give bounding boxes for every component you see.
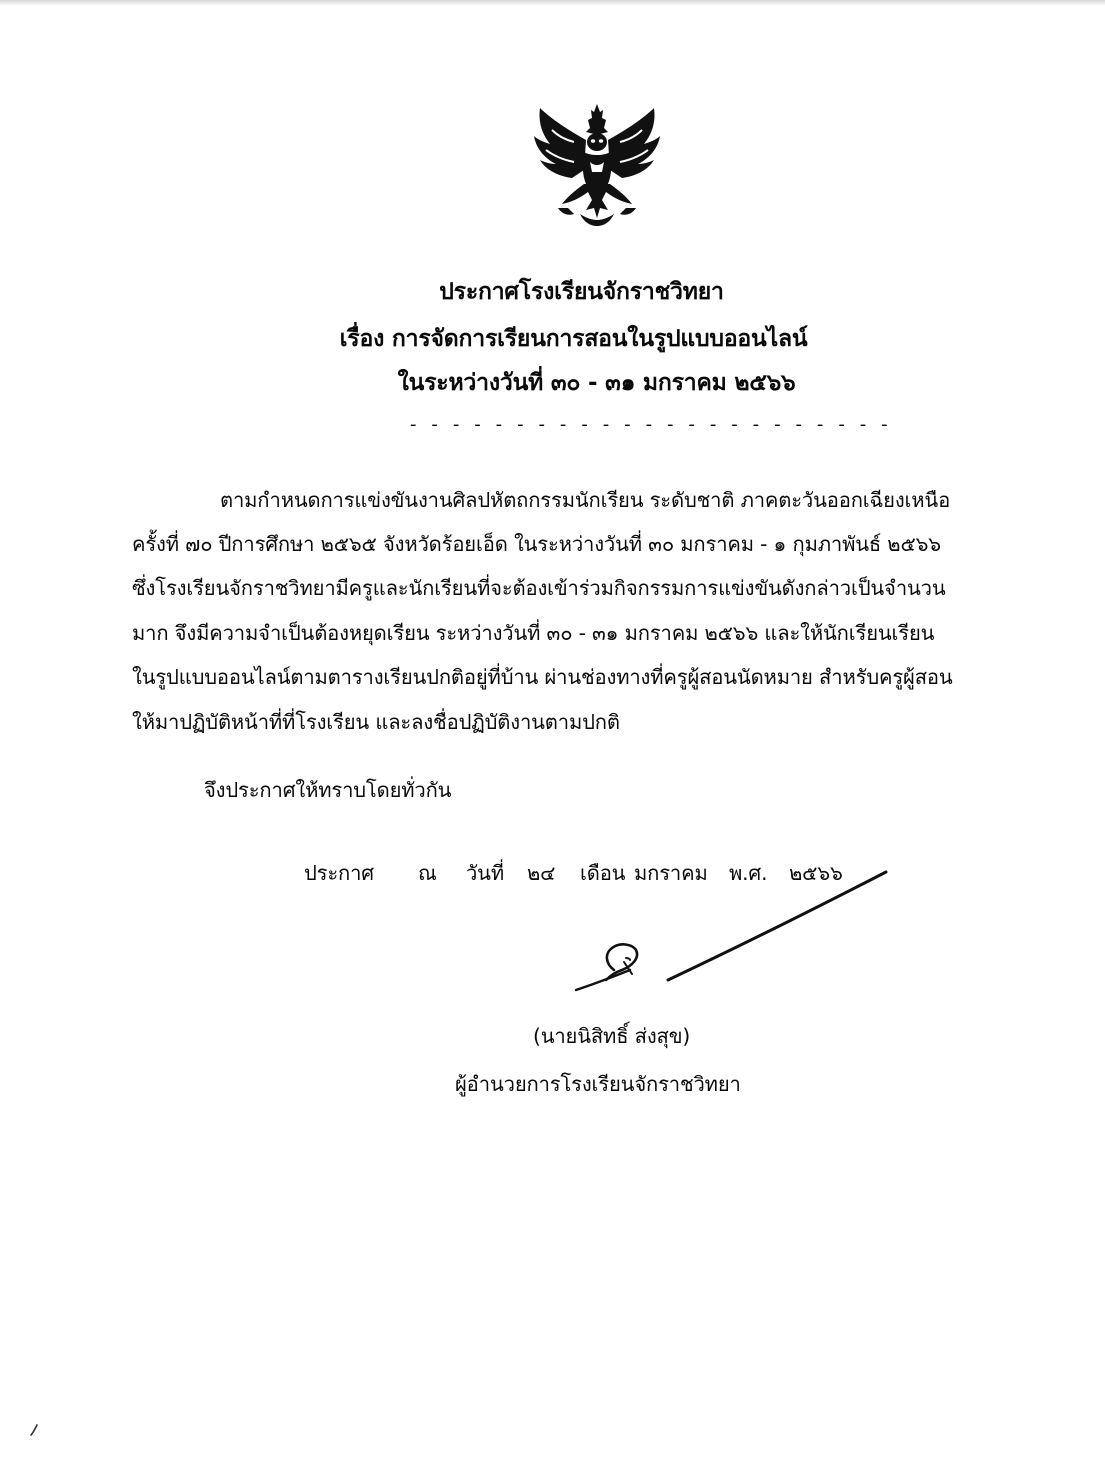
handwritten-signature-icon [570, 866, 900, 1001]
signatory-name: (นายนิสิทธิ์ ส่งสุข) [533, 1024, 691, 1048]
date-era-label: พ.ศ. [729, 861, 768, 885]
date-day-label: วันที่ [466, 861, 504, 885]
body-line-5: ในรูปแบบออนไลน์ตามตารางเรียนปกติอยู่ที่บ้าน ผ่านช่องทางที่ครูผู้สอนนัดหมาย สำหรับครูผู้สอน [132, 665, 953, 689]
scan-edge-shadow [0, 0, 1105, 6]
body-line-3: ซึ่งโรงเรียนจักราชวิทยามีครูและนักเรียนที่จะต้องเข้าร่วมกิจกรรมการแข่งขันดังกล่าวเป็นจำนวน [132, 576, 946, 600]
body-line-2: ครั้งที่ ๗๐ ปีการศึกษา ๒๕๖๕ จังหวัดร้อยเอ็ด ในระหว่างวันที่ ๓๐ มกราคม - ๑ กุมภาพันธ์ ๒๕๖๖ [132, 532, 941, 556]
announcement-period: ในระหว่างวันที่ ๓๐ - ๓๑ มกราคม ๒๕๖๖ [397, 370, 796, 396]
body-line-4: มาก จึงมีความจำเป็นต้องหยุดเรียน ระหว่างวันที่ ๓๐ - ๓๑ มกราคม ๒๕๖๖ และให้นักเรียนเรียน [132, 621, 935, 645]
date-year-value: ๒๕๖๖ [789, 861, 843, 885]
announcement-title: ประกาศโรงเรียนจักราชวิทยา [439, 279, 724, 305]
scan-speck-mark [28, 1423, 42, 1437]
date-month-label: เดือน [580, 861, 626, 885]
date-month-value: มกราคม [634, 861, 708, 885]
header-separator: - - - - - - - - - - - - - - - - - - - - - - - [410, 414, 893, 435]
announcement-subject: เรื่อง การจัดการเรียนการสอนในรูปแบบออนไลน์ [339, 326, 808, 352]
closing-statement: จึงประกาศให้ทราบโดยทั่วกัน [204, 778, 452, 802]
date-day-value: ๒๔ [527, 861, 556, 885]
date-announced-label: ประกาศ [304, 861, 374, 885]
body-line-1: ตามกำหนดการแข่งขันงานศิลปหัตถกรรมนักเรียน ระดับชาติ ภาคตะวันออกเฉียงเหนือ [220, 488, 951, 512]
body-line-6: ให้มาปฏิบัติหน้าที่ที่โรงเรียน และลงชื่อปฏิบัติงานตามปกติ [132, 710, 620, 734]
signatory-position: ผู้อำนวยการโรงเรียนจักราชวิทยา [455, 1072, 741, 1096]
date-at-label: ณ [418, 861, 437, 885]
garuda-emblem-icon [528, 100, 666, 228]
